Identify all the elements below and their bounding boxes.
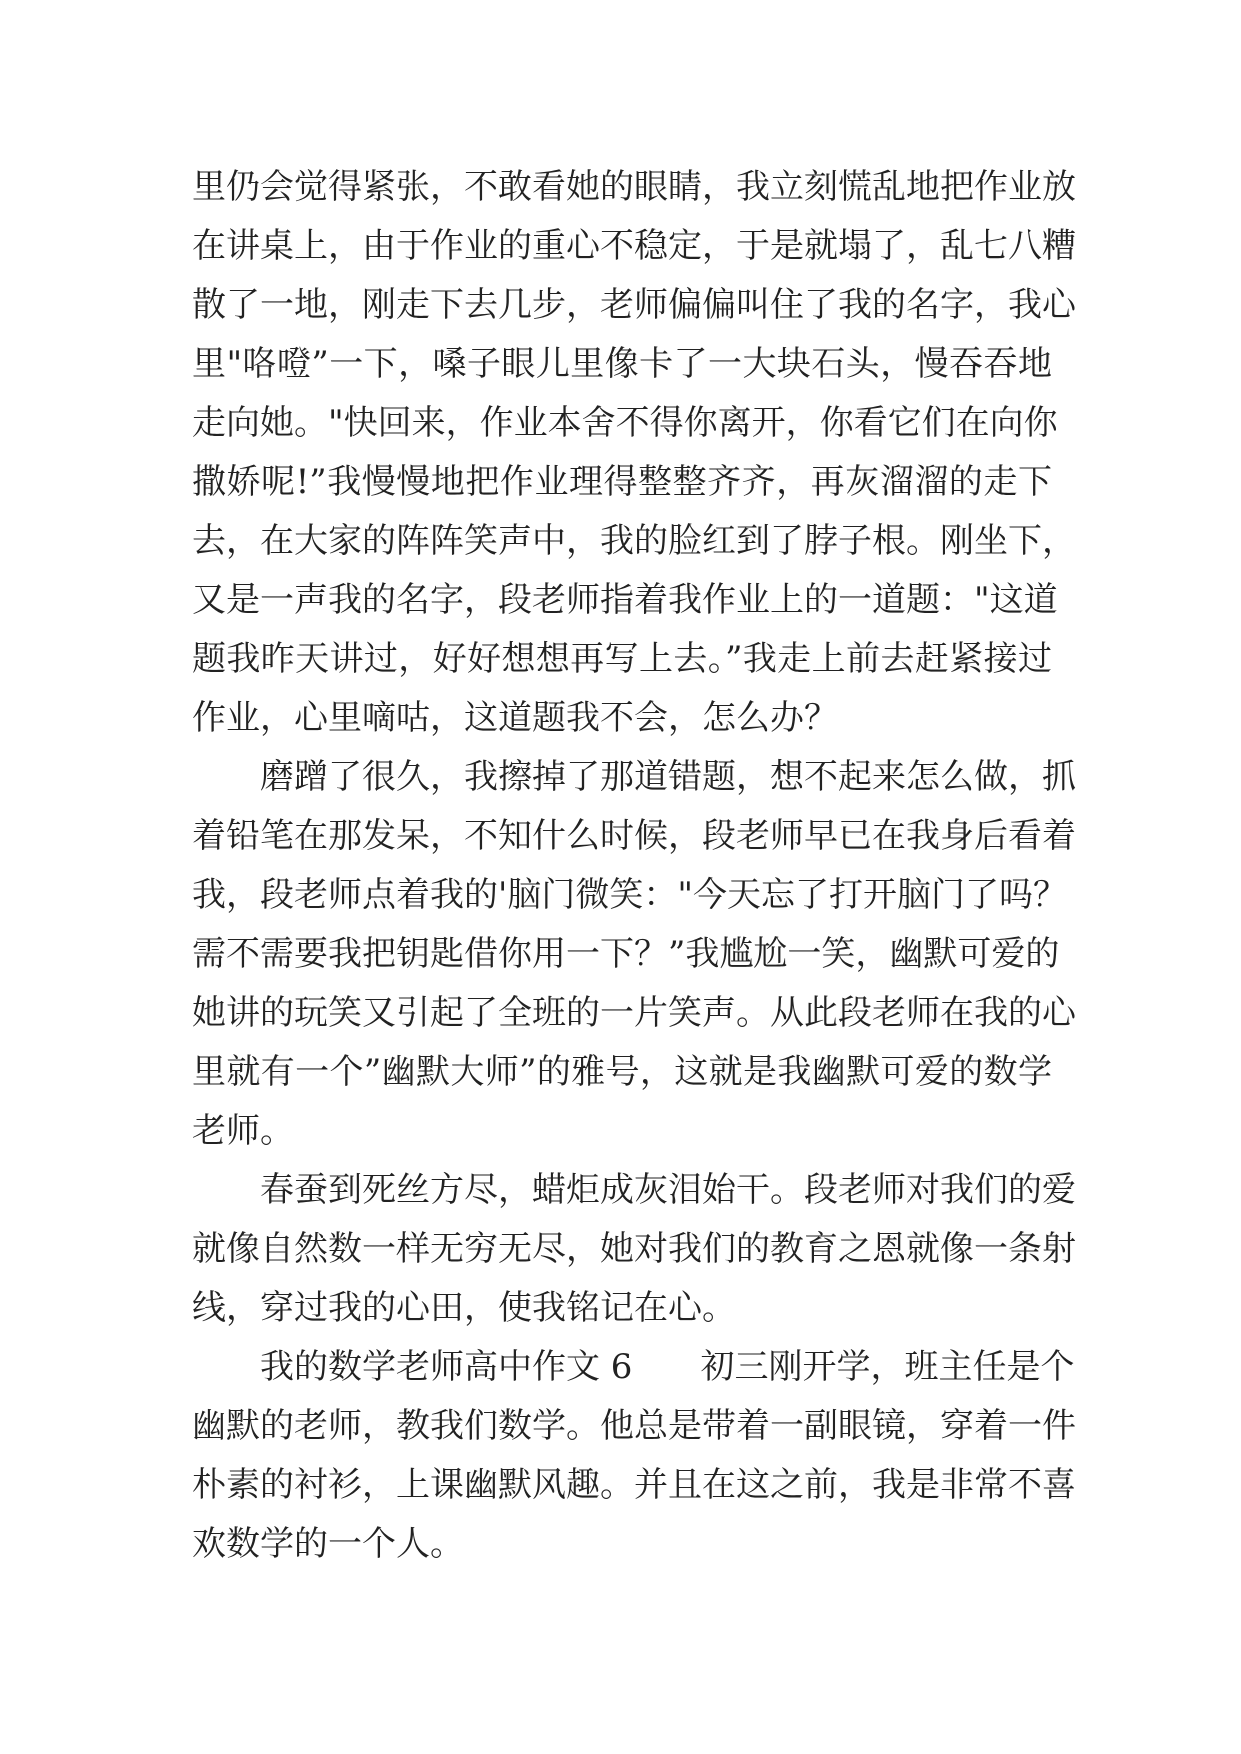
- text-line: 我的数学老师高中作文 6 初三刚开学，班主任是个: [260, 1347, 1075, 1387]
- text-line: 去，在大家的阵阵笑声中，我的脸红到了脖子根。刚坐下，: [192, 521, 1076, 561]
- text-line: 朴素的衬衫，上课幽默风趣。并且在这之前，我是非常不喜: [192, 1465, 1076, 1505]
- text-line: 线，穿过我的心田，使我铭记在心。: [192, 1288, 736, 1328]
- text-line: 里仍会觉得紧张，不敢看她的眼睛，我立刻慌乱地把作业放: [192, 167, 1076, 207]
- text-line: 作业，心里嘀咕，这道题我不会，怎么办？: [192, 698, 838, 738]
- text-line: 就像自然数一样无穷无尽，她对我们的教育之恩就像一条射: [192, 1229, 1076, 1269]
- text-line: 又是一声我的名字，段老师指着我作业上的一道题："这道: [192, 580, 1058, 620]
- paragraph: [192, 1161, 1076, 1338]
- paragraph: [192, 158, 1076, 748]
- text-line: 里"咯噔”一下，嗓子眼儿里像卡了一大块石头，慢吞吞地: [192, 344, 1052, 384]
- text-line: 磨蹭了很久，我擦掉了那道错题，想不起来怎么做，抓: [260, 757, 1076, 797]
- paragraph: [192, 1338, 1076, 1574]
- text-line: 题我昨天讲过，好好想想再写上去。”我走上前去赶紧接过: [192, 639, 1052, 679]
- paragraph: [192, 748, 1076, 1161]
- text-line: 走向她。"快回来，作业本舍不得你离开，你看它们在向你: [192, 403, 1058, 443]
- text-line: 散了一地，刚走下去几步，老师偏偏叫住了我的名字，我心: [192, 285, 1076, 325]
- text-line: 老师。: [192, 1111, 294, 1151]
- text-line: 撒娇呢!”我慢慢地把作业理得整整齐齐，再灰溜溜的走下: [192, 462, 1052, 502]
- text-line: 里就有一个”幽默大师”的雅号，这就是我幽默可爱的数学: [192, 1052, 1052, 1092]
- text-line: 幽默的老师，教我们数学。他总是带着一副眼镜，穿着一件: [192, 1406, 1076, 1446]
- text-line: 春蚕到死丝方尽，蜡炬成灰泪始干。段老师对我们的爱: [260, 1170, 1076, 1210]
- text-line: 她讲的玩笑又引起了全班的一片笑声。从此段老师在我的心: [192, 993, 1076, 1033]
- essay-body: [192, 158, 1076, 1574]
- text-line: 我，段老师点着我的'脑门微笑："今天忘了打开脑门了吗？: [192, 875, 1067, 915]
- text-line: 着铅笔在那发呆，不知什么时候，段老师早已在我身后看着: [192, 816, 1076, 856]
- text-line: 在讲桌上，由于作业的重心不稳定，于是就塌了，乱七八糟: [192, 226, 1076, 266]
- text-line: 欢数学的一个人。: [192, 1524, 464, 1564]
- text-line: 需不需要我把钥匙借你用一下？”我尴尬一笑，幽默可爱的: [192, 934, 1060, 974]
